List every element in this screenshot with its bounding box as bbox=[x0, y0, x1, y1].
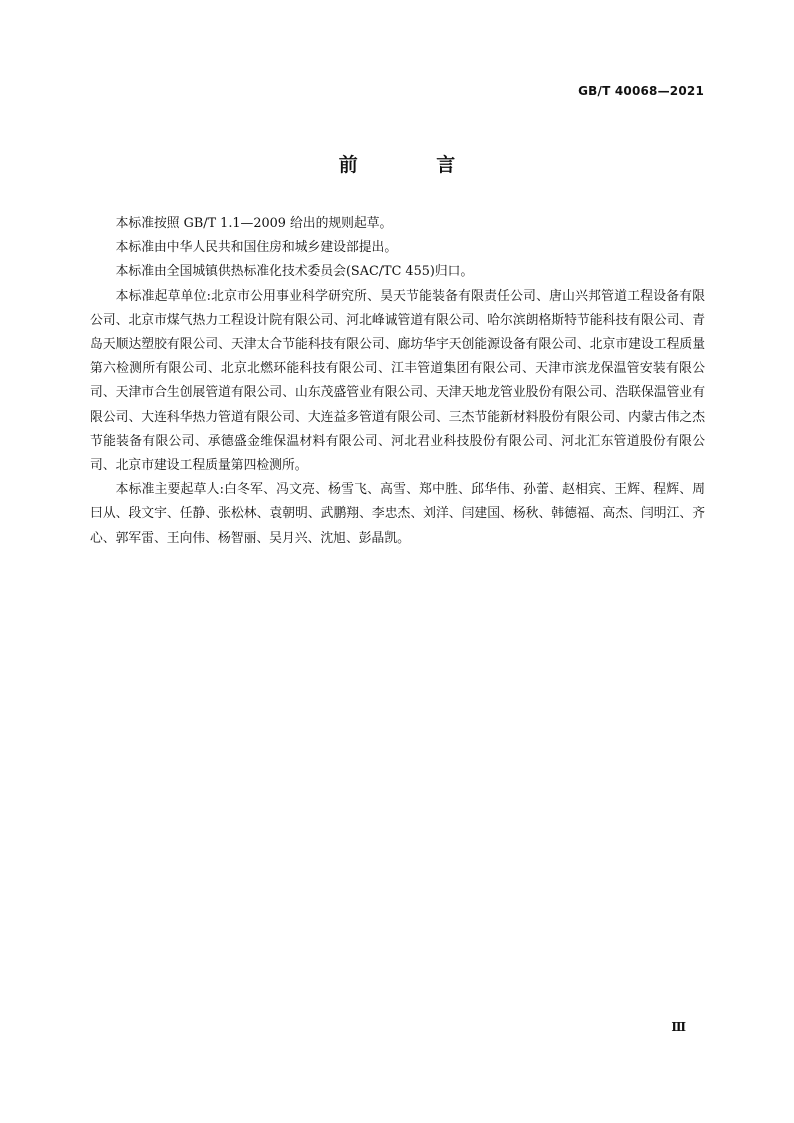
foreword-body bbox=[90, 212, 705, 551]
paragraph-committee: 本标准由全国城镇供热标准化技术委员会(SAC/TC 455)归口。 bbox=[115, 264, 474, 280]
paragraph-drafters: 本标准主要起草人:白冬军、冯文亮、杨雪飞、高雪、郑中胜、邱华伟、孙蕾、赵相宾、王辉、程辉、周曰从、段文宇、任静、张松林、袁朝明、武鹏翔、李忠杰、刘洋、闫建国、杨秋、韩德福、高杰、闫明江、齐心、郭军雷、王向伟、杨智丽、吴月兴、沈旭、彭晶凯。 bbox=[90, 482, 705, 546]
page-number: Ⅲ bbox=[671, 1020, 686, 1034]
page-title: 前 言 bbox=[338, 154, 492, 176]
standard-code: GB/T 40068—2021 bbox=[578, 84, 704, 98]
paragraph-drafting-rules: 本标准按照 GB/T 1.1—2009 给出的规则起草。 bbox=[115, 216, 393, 231]
paragraph-drafting-units: 本标准起草单位:北京市公用事业科学研究所、昊天节能装备有限责任公司、唐山兴邦管道工程设备有限公司、北京市煤气热力工程设计院有限公司、河北峰诚管道有限公司、哈尔滨朗格斯特节能科技有限公司、青岛天顺达塑胶有限公司、天津太合节能科技有限公司、廊坊华宇天创能源设备有限公司、北京市建设工程质量第六检测所有限公司、北京北燃环能科技有限公司、江丰管道集团有限公司、天津市滨龙保温管安装有限公司、天津市合生创展管道有限公司、山东茂盛管业有限公司、天津天地龙管业股份有限公司、浩联保温管业有限公司、大连科华热力管道有限公司、大连益多管道有限公司、三杰节能新材料股份有限公司、内蒙古伟之杰节能装备有限公司、承德盛金维保温材料有限公司、河北君业科技股份有限公司、河北汇东管道股份有限公司、北京市建设工程质量第四检测所。 bbox=[90, 288, 705, 474]
paragraph-proposer: 本标准由中华人民共和国住房和城乡建设部提出。 bbox=[115, 240, 398, 256]
